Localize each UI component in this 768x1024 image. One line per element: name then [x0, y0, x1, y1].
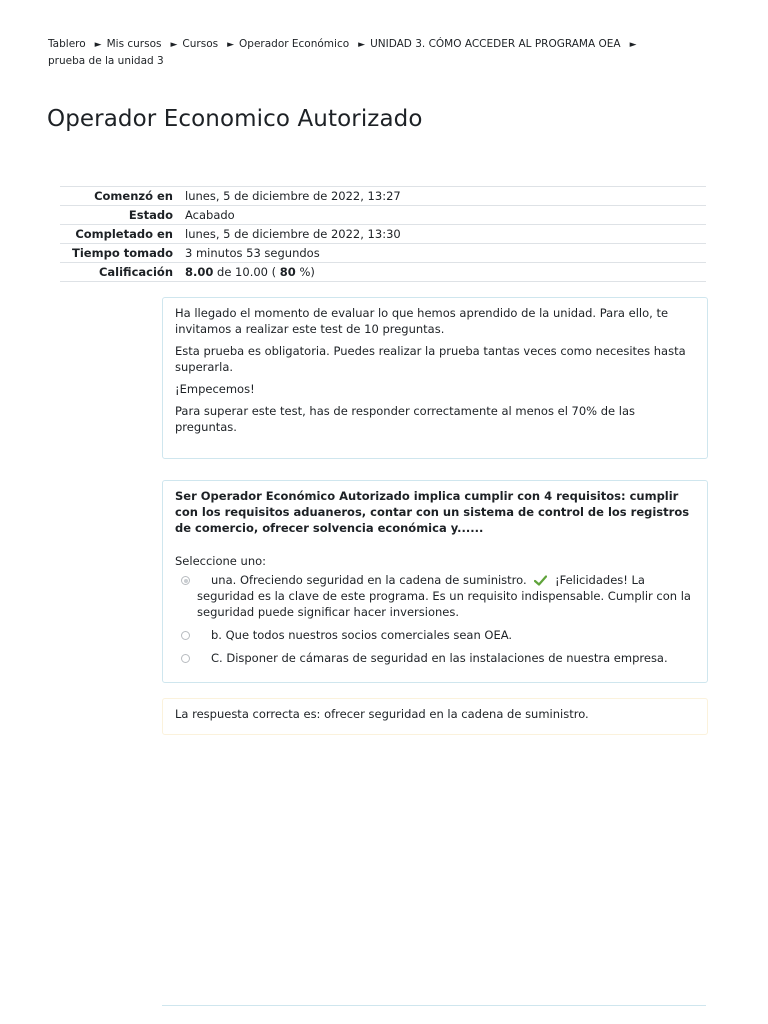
breadcrumb-separator: ► — [358, 40, 366, 50]
breadcrumb-link-mis-cursos[interactable]: Mis cursos — [106, 38, 162, 50]
grade-of: de 10.00 ( — [217, 265, 277, 279]
breadcrumb-separator: ► — [629, 40, 637, 50]
time-value: 3 minutos 53 segundos — [185, 246, 320, 260]
radio-button[interactable] — [181, 631, 190, 640]
started-label: Comenzó en — [94, 189, 173, 203]
breadcrumb-link-operador-economico[interactable]: Operador Económico — [239, 38, 350, 50]
intro-paragraph: Ha llegado el momento de evaluar lo que hemos aprendido de la unidad. Para ello, te invitamos a realizar este test de 10 preguntas. — [175, 306, 669, 336]
breadcrumb — [48, 36, 688, 69]
question-box — [162, 480, 708, 683]
option-letter: b. — [211, 628, 222, 642]
time-label: Tiempo tomado — [72, 246, 173, 260]
quiz-intro-box — [162, 297, 708, 459]
answer-option-b[interactable] — [175, 627, 695, 643]
page-title: Operador Economico Autorizado — [47, 106, 423, 132]
state-label: Estado — [128, 208, 173, 222]
summary-row-started — [60, 187, 706, 206]
intro-paragraph: Esta prueba es obligatoria. Puedes realizar la prueba tantas veces como necesites hasta superarla. — [175, 344, 686, 374]
intro-paragraph: ¡Empecemos! — [175, 382, 255, 396]
option-letter: una. — [211, 573, 237, 587]
summary-row-state — [60, 206, 706, 225]
grade-close: %) — [299, 265, 315, 279]
answer-option-a[interactable] — [175, 572, 695, 620]
breadcrumb-link-tablero[interactable]: Tablero — [48, 38, 86, 50]
radio-button-selected[interactable] — [181, 576, 190, 585]
grade-value — [185, 263, 706, 282]
option-text: Que todos nuestros socios comerciales sean OEA. — [225, 628, 513, 642]
answer-option-c[interactable] — [175, 650, 695, 666]
grade-label: Calificación — [98, 265, 173, 279]
option-letter: C. — [211, 651, 223, 665]
correct-answer-feedback: La respuesta correcta es: ofrecer seguridad en la cadena de suministro. — [162, 698, 708, 735]
grade-score: 8.00 — [185, 265, 214, 279]
quiz-summary-table — [60, 186, 706, 282]
state-value: Acabado — [185, 208, 235, 222]
option-feedback: ¡Felicidades! La seguridad es la clave de este programa. Es un requisito indispensable. Cumplir con la seguridad puede significar hacer inversiones. — [197, 573, 691, 619]
breadcrumb-link-cursos[interactable]: Cursos — [182, 38, 219, 50]
breadcrumb-separator: ► — [227, 40, 235, 50]
grade-percent: 80 — [279, 265, 296, 279]
option-text: Disponer de cámaras de seguridad en las instalaciones de nuestra empresa. — [226, 651, 668, 665]
completed-label: Completado en — [75, 227, 173, 241]
next-question-box-edge — [162, 1005, 706, 1006]
breadcrumb-separator: ► — [170, 40, 178, 50]
radio-button[interactable] — [181, 654, 190, 663]
question-text: Ser Operador Económico Autorizado implica cumplir con 4 requisitos: cumplir con los requisitos aduaneros, contar con un sistema de control de los registros de comercio, ofrecer solvencia económica y...... — [175, 489, 690, 535]
breadcrumb-separator: ► — [94, 40, 102, 50]
completed-value: lunes, 5 de diciembre de 2022, 13:30 — [185, 227, 401, 241]
option-text: Ofreciendo seguridad en la cadena de suministro. — [239, 573, 527, 587]
summary-row-completed — [60, 225, 706, 244]
breadcrumb-link-unidad-3[interactable]: UNIDAD 3. CÓMO ACCEDER AL PROGRAMA OEA — [370, 38, 621, 50]
summary-row-time — [60, 244, 706, 263]
started-value: lunes, 5 de diciembre de 2022, 13:27 — [185, 189, 401, 203]
intro-paragraph: Para superar este test, has de responder correctamente al menos el 70% de las preguntas. — [175, 404, 636, 434]
breadcrumb-link-prueba-unidad-3[interactable]: prueba de la unidad 3 — [48, 55, 164, 67]
summary-row-grade — [60, 263, 706, 282]
question-prompt: Seleccione uno: — [175, 554, 267, 568]
check-icon — [534, 575, 547, 586]
